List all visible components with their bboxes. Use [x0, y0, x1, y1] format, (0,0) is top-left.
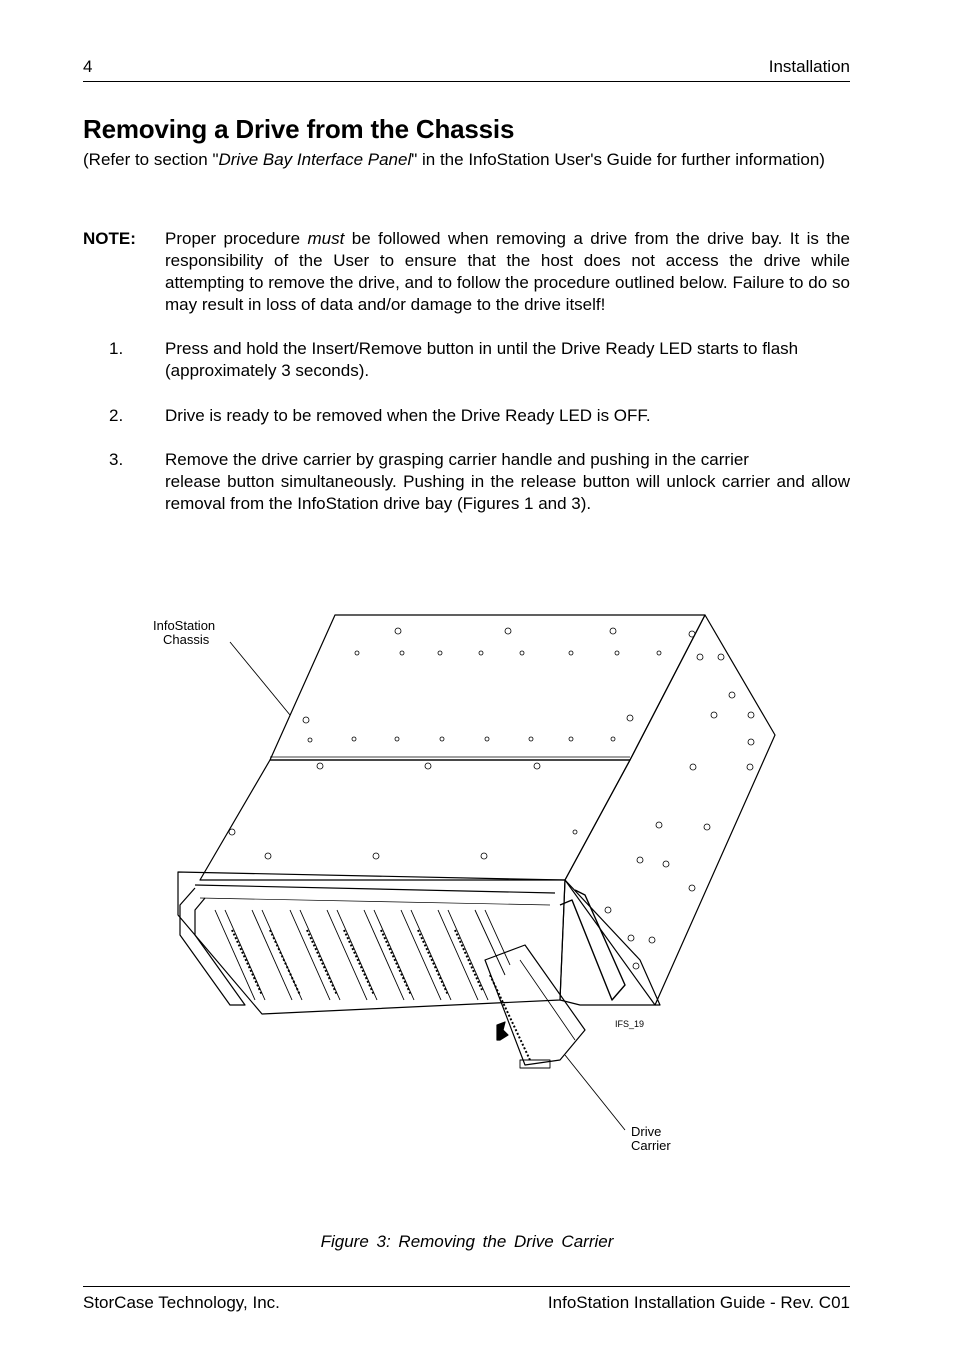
carrier-leader-line	[565, 1055, 625, 1130]
page-title: Removing a Drive from the Chassis	[83, 114, 515, 144]
removal-arrow	[497, 1022, 508, 1040]
label-carrier: Carrier	[631, 1138, 671, 1153]
label-chassis: Chassis	[163, 632, 210, 647]
step-1-line-1: Press and hold the Insert/Remove button in until the Drive Ready LED starts to flash	[165, 339, 799, 358]
chassis-leader-line	[230, 642, 290, 715]
bay-connectors	[232, 930, 482, 995]
note-label: NOTE:	[83, 229, 136, 248]
label-infostation: InfoStation	[153, 618, 216, 633]
drive-carrier	[485, 945, 585, 1065]
chassis-top-panel	[270, 615, 705, 760]
step-1-number: 1.	[109, 339, 124, 358]
intro-text-after: " in the InfoStation User's Guide for further information)	[411, 150, 825, 169]
step-3-number: 3.	[109, 450, 124, 469]
label-drive: Drive	[631, 1124, 662, 1139]
step-2-number: 2.	[109, 406, 124, 425]
footer-document: InfoStation Installation Guide - Rev. C01	[547, 1293, 850, 1312]
step-3-line-1: Remove the drive carrier by grasping carrier handle and pushing in the carrier	[165, 450, 749, 469]
step-2-text: Drive is ready to be removed when the Drive Ready LED is OFF.	[165, 406, 651, 425]
chassis-side-panel	[565, 615, 775, 1005]
chassis-screws	[229, 628, 754, 969]
note-emphasis: must	[307, 229, 345, 248]
left-handle	[180, 888, 245, 1005]
step-3-continuation: release button simultaneously. Pushing in the release button will unlock carrier and allow removal from the InfoStation drive bay (Figures 1 and 3).	[165, 472, 850, 513]
figure-code: IFS_19	[615, 1019, 645, 1029]
intro-text-before: (Refer to section "	[83, 150, 219, 169]
figure-caption: Figure 3: Removing the Drive Carrier	[320, 1232, 614, 1251]
footer-company: StorCase Technology, Inc.	[83, 1293, 280, 1312]
right-handle	[560, 890, 625, 1000]
footer-rule	[83, 1286, 850, 1287]
step-1-line-2: (approximately 3 seconds).	[165, 361, 370, 380]
running-header-section: Installation	[768, 57, 850, 76]
note-text-after: be followed when removing a drive from the drive bay. It is the responsibility of the User to ensure that the host does not access the drive while attempting to remove the drive, and to follow the procedure outlined below. Failure to do so may result in loss of data and/or damage to the drive itself!	[165, 229, 851, 314]
note-text-before: Proper procedure	[165, 229, 308, 248]
intro-reference: Drive Bay Interface Panel	[218, 150, 412, 169]
drive-bays	[215, 910, 510, 1000]
page-number: 4	[83, 57, 93, 76]
chassis-top-front-panel	[200, 760, 630, 880]
